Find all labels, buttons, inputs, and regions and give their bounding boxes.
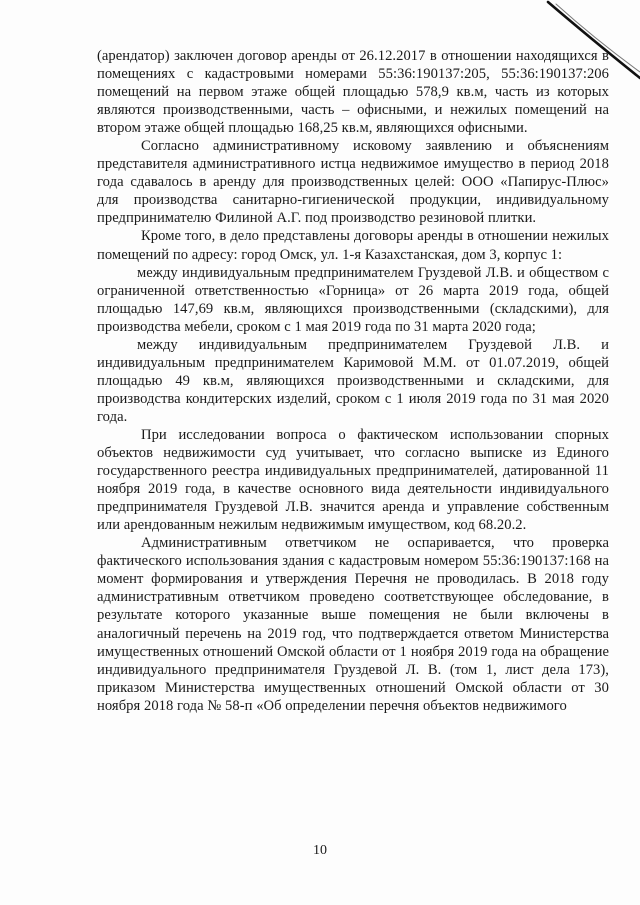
document-body (97, 47, 609, 715)
paragraph-egrip-extract: При исследовании вопроса о фактическом использовании спорных объектов недвижимости суд учитывает, что согласно выписке из Единого государственного реестра индивидуальных предпринимателей, датированной 11 ноября 2019 года, в качестве основного вида деятельности индивидуального предпринимателя Груздевой Л.В. значится аренда и управление собственным или арендованным нежилым недвижимым имуществом, код 68.20.2. (97, 426, 609, 534)
page-number: 10 (313, 843, 327, 858)
paragraph-lease-gornitsa: между индивидуальным предпринимателем Груздевой Л.В. и обществом с ограниченной ответственностью «Горница» от 26 марта 2019 года, общей площадью 147,69 кв.м, являющихся производственными (складскими), для производства мебели, сроком с 1 мая 2019 года по 31 марта 2020 года; (97, 264, 609, 335)
paragraph-inspection: Административным ответчиком не оспаривается, что проверка фактического использования здания с кадастровым номером 55:36:190137:168 на момент формирования и утверждения Перечня не проводилась. В 2018 году административным ответчиком проведено соответствующее обследование, в результате которого указанные выше помещения не были включены в аналогичный перечень на 2019 год, что подтверждается ответом Министерства имущественных отношений Омской области от 1 ноября 2019 года на обращение индивидуального предпринимателя Груздевой Л. В. (том 1, лист дела 173), приказом Министерства имущественных отношений Омской области от 30 ноября 2018 года № 58-п «Об определении перечня объектов недвижимого (97, 535, 609, 714)
paragraph-lease-karimova: между индивидуальным предпринимателем Груздевой Л.В. и индивидуальным предпринимателем Каримовой М.М. от 01.07.2019, общей площадью 49 кв.м, являющихся производственными и складскими, для производства кондитерских изделий, сроком с 1 июля 2019 года по 31 мая 2020 года. (97, 336, 609, 425)
paragraph-lease-contract: (арендатор) заключен договор аренды от 26.12.2017 в отношении находящихся в помещениях с кадастровыми номерами 55:36:190137:205, 55:36:190137:206 помещений на первом этаже общей площадью 578,9 кв.м, часть из которых являются производственными, часть – офисными, и нежилых помещений на втором этаже общей площадью 168,25 кв.м, являющихся офисными. (97, 48, 609, 137)
paragraph-lease-agreements: Кроме того, в дело представлены договоры аренды в отношении нежилых помещений по адресу: город Омск, ул. 1-я Казахстанская, дом 3, корпус 1: (97, 228, 609, 263)
paragraph-claim-statement: Согласно административному исковому заявлению и объяснениям представителя административного истца недвижимое имущество в период 2018 года сдавалось в аренду для производственных целей: ООО «Папирус-Плюс» для производства санитарно-гигиенической продукции, индивидуальному предпринимателю Филиной А.Г. под производство резиновой плитки. (97, 138, 609, 227)
